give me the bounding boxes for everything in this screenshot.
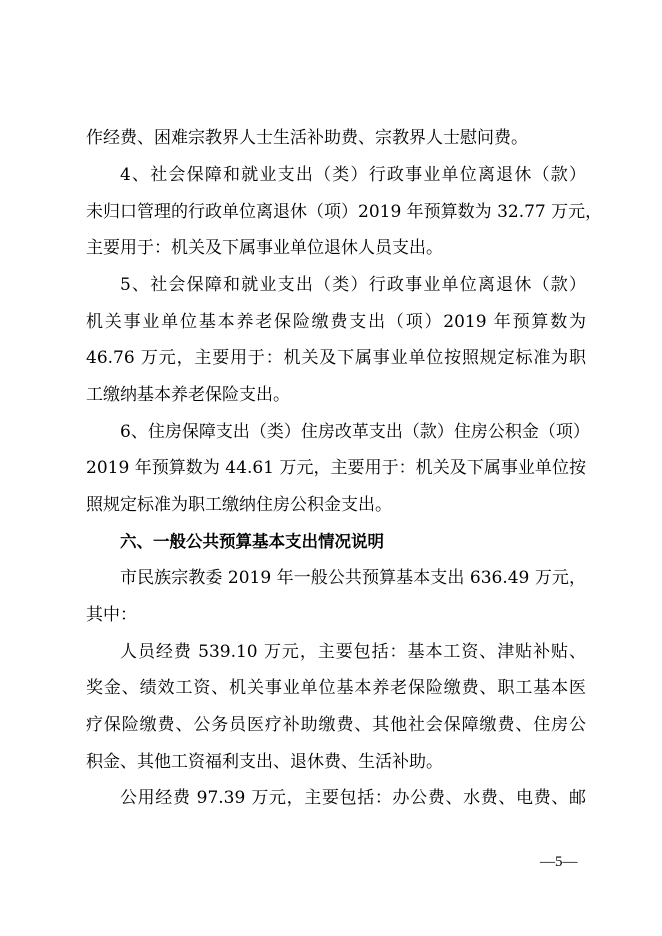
- text-line: 积金、其他工资福利支出、退休费、生活补助。: [86, 752, 443, 772]
- section-heading: 六、一般公共预算基本支出情况说明: [120, 532, 384, 551]
- text-line: 工缴纳基本养老保险支出。: [86, 385, 290, 405]
- text-line: 机关事业单位基本养老保险缴费支出（项）2019 年预算数为: [86, 312, 586, 332]
- text-line: 主要用于：机关及下属事业单位退休人员支出。: [86, 238, 443, 258]
- text-line: 人员经费 539.10 万元，主要包括：基本工资、津贴补贴、: [120, 642, 586, 662]
- text-line: 照规定标准为职工缴纳住房公积金支出。: [86, 495, 392, 515]
- text-line: 奖金、绩效工资、机关事业单位基本养老保险缴费、职工基本医: [86, 678, 586, 698]
- page-number: —5—: [540, 854, 578, 870]
- text-line: 疗保险缴费、公务员医疗补助缴费、其他社会保障缴费、住房公: [86, 715, 586, 735]
- text-line: 其中：: [86, 605, 137, 625]
- text-line: 市民族宗教委 2019 年一般公共预算基本支出 636.49 万元，: [120, 568, 586, 588]
- text-line: 5、社会保障和就业支出（类）行政事业单位离退休（款）: [120, 275, 586, 295]
- text-line: 公用经费 97.39 万元，主要包括：办公费、水费、电费、邮: [120, 788, 586, 808]
- text-line: 未归口管理的行政单位离退休（项）2019 年预算数为 32.77 万元，: [86, 202, 603, 222]
- text-line: 2019 年预算数为 44.61 万元，主要用于：机关及下属事业单位按: [86, 458, 586, 478]
- text-line: 46.76 万元，主要用于：机关及下属事业单位按照规定标准为职: [86, 348, 586, 368]
- text-line: 4、社会保障和就业支出（类）行政事业单位离退休（款）: [120, 165, 586, 185]
- text-line: 作经费、困难宗教界人士生活补助费、宗教界人士慰问费。: [86, 128, 528, 148]
- text-line: 6、住房保障支出（类）住房改革支出（款）住房公积金（项）: [120, 422, 590, 442]
